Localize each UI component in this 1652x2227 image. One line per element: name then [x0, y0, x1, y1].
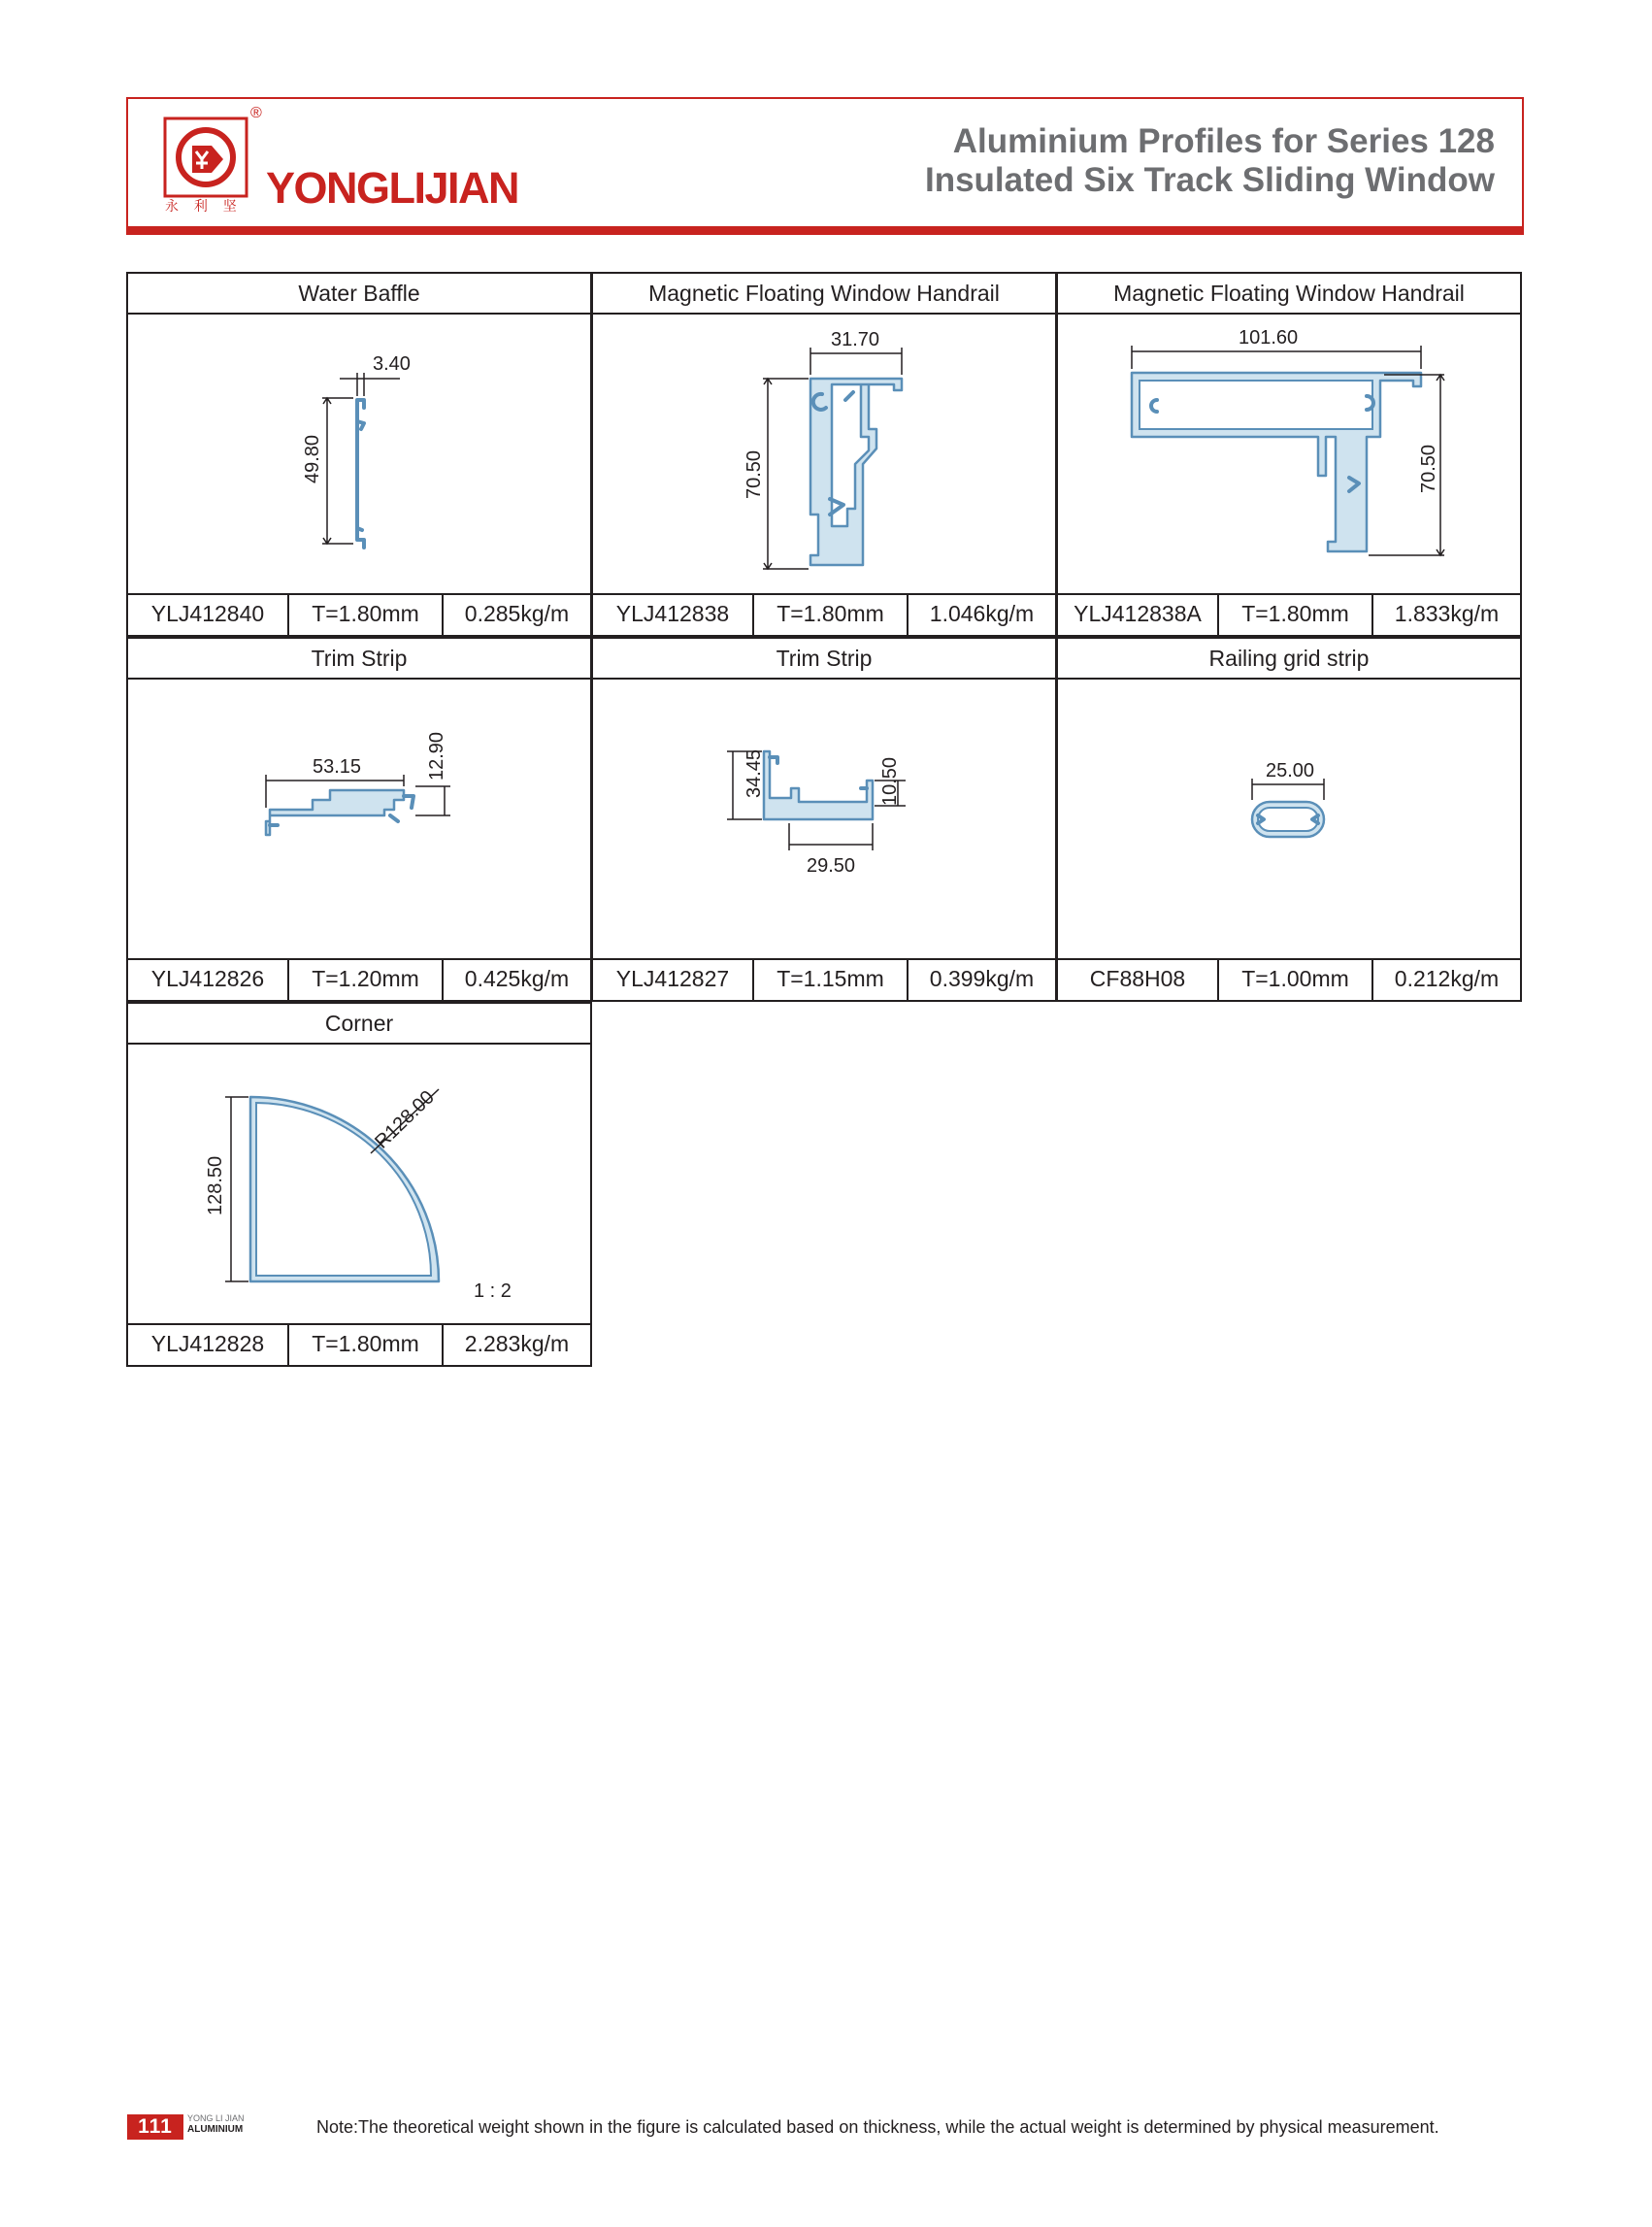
profile-weight: 0.425kg/m: [464, 966, 570, 991]
railing-grid-profile-icon: [1058, 680, 1520, 960]
profile-thickness: T=1.80mm: [289, 595, 444, 635]
footer-brand-sub: ALUMINIUM: [187, 2124, 244, 2135]
profile-thickness: T=1.80mm: [1219, 595, 1373, 635]
profile-weight: 0.285kg/m: [464, 601, 570, 626]
profile-thickness: T=1.80mm: [289, 1325, 444, 1365]
dim-radius-label: R128.00: [371, 1086, 439, 1153]
title-line-2: Insulated Six Track Sliding Window: [924, 161, 1495, 199]
dim-height-label: 70.50: [743, 449, 765, 499]
dim-height-label: 70.50: [1418, 444, 1439, 493]
profile-thickness: T=1.20mm: [289, 960, 444, 1000]
dim-height-label: 49.80: [302, 434, 323, 483]
water-baffle-profile-icon: [128, 315, 590, 595]
profile-code: YLJ412827: [593, 960, 754, 1000]
footer-brand: [187, 2113, 245, 2135]
profile-name: Trim Strip: [593, 639, 1055, 680]
profile-weight: 2.283kg/m: [464, 1331, 570, 1356]
profile-drawing: [1058, 315, 1520, 595]
logo-chinese-text: 永 利 坚: [165, 198, 243, 214]
profile-name: Railing grid strip: [1058, 639, 1520, 680]
corner-profile-icon: [128, 1045, 590, 1325]
profile-weight: 1.046kg/m: [929, 601, 1035, 626]
dim-width-label: 31.70: [831, 329, 880, 350]
dim-height-label: 128.50: [205, 1155, 226, 1215]
profile-name: Magnetic Floating Window Handrail: [1058, 274, 1520, 315]
profile-code: YLJ412838A: [1058, 595, 1219, 635]
profile-card-trim-strip-angle: [591, 637, 1057, 1002]
profile-code: YLJ412828: [128, 1325, 289, 1365]
profile-drawing: [128, 1045, 590, 1325]
profile-drawing: [1058, 680, 1520, 960]
dim-width-label: 101.60: [1239, 327, 1299, 349]
profile-name: Magnetic Floating Window Handrail: [593, 274, 1055, 315]
brand-logo-icon: [163, 116, 260, 214]
scale-label: 1 : 2: [474, 1280, 512, 1302]
handrail-profile-icon: [593, 315, 1055, 595]
dim-width-label: 29.50: [807, 855, 856, 877]
profile-card-trim-strip: [126, 637, 592, 1002]
trim-strip-profile-icon: [128, 680, 590, 960]
profile-spec-row: [593, 593, 1055, 635]
profile-card-handrail: [591, 272, 1057, 637]
profile-spec-row: [1058, 593, 1520, 635]
profile-thickness: T=1.15mm: [754, 960, 909, 1000]
profile-card-railing-grid-strip: [1056, 637, 1522, 1002]
profile-thickness: T=1.00mm: [1219, 960, 1373, 1000]
footer-brand-name: YONG LI JIAN: [187, 2113, 245, 2123]
title-line-1: Aluminium Profiles for Series 128: [952, 122, 1495, 160]
profile-spec-row: [128, 593, 590, 635]
dim-width-label: 3.40: [373, 353, 411, 375]
profile-card-handrail-wide: [1056, 272, 1522, 637]
header-red-bar: [126, 226, 1524, 235]
page-number: 111: [127, 2114, 183, 2140]
profile-spec-row: [593, 958, 1055, 1000]
profile-weight: 0.212kg/m: [1394, 966, 1500, 991]
profile-weight: 1.833kg/m: [1394, 601, 1500, 626]
profile-code: YLJ412840: [128, 595, 289, 635]
profile-card-water-baffle: [126, 272, 592, 637]
page-title: [925, 122, 1495, 200]
dim-height-2-label: 10.50: [879, 756, 901, 806]
profile-drawing: [593, 680, 1055, 960]
profile-name: Water Baffle: [128, 274, 590, 315]
trim-strip-angle-profile-icon: [593, 680, 1055, 960]
profile-drawing: [593, 315, 1055, 595]
registered-mark: ®: [250, 105, 262, 121]
dim-width-label: 25.00: [1266, 760, 1315, 781]
dim-height-label: 34.45: [743, 748, 765, 798]
dim-height-label: 12.90: [426, 731, 447, 781]
footer-note: Note:The theoretical weight shown in the figure is calculated based on thickness, while the actual weight is determined by physical measurement.: [316, 2117, 1439, 2137]
profile-spec-row: [128, 958, 590, 1000]
handrail-wide-profile-icon: [1058, 315, 1520, 595]
profile-spec-row: [1058, 958, 1520, 1000]
brand-name: YONGLIJIAN: [266, 163, 519, 213]
profile-thickness: T=1.80mm: [754, 595, 909, 635]
profile-card-corner: [126, 1002, 592, 1367]
profile-drawing: [128, 315, 590, 595]
dim-width-label: 53.15: [313, 756, 362, 778]
profile-spec-row: [128, 1323, 590, 1365]
profile-code: YLJ412826: [128, 960, 289, 1000]
profile-code: YLJ412838: [593, 595, 754, 635]
profile-name: Trim Strip: [128, 639, 590, 680]
page-header: [126, 97, 1524, 235]
profile-code: CF88H08: [1058, 960, 1219, 1000]
profile-name: Corner: [128, 1004, 590, 1045]
profile-weight: 0.399kg/m: [929, 966, 1035, 991]
profile-drawing: [128, 680, 590, 960]
